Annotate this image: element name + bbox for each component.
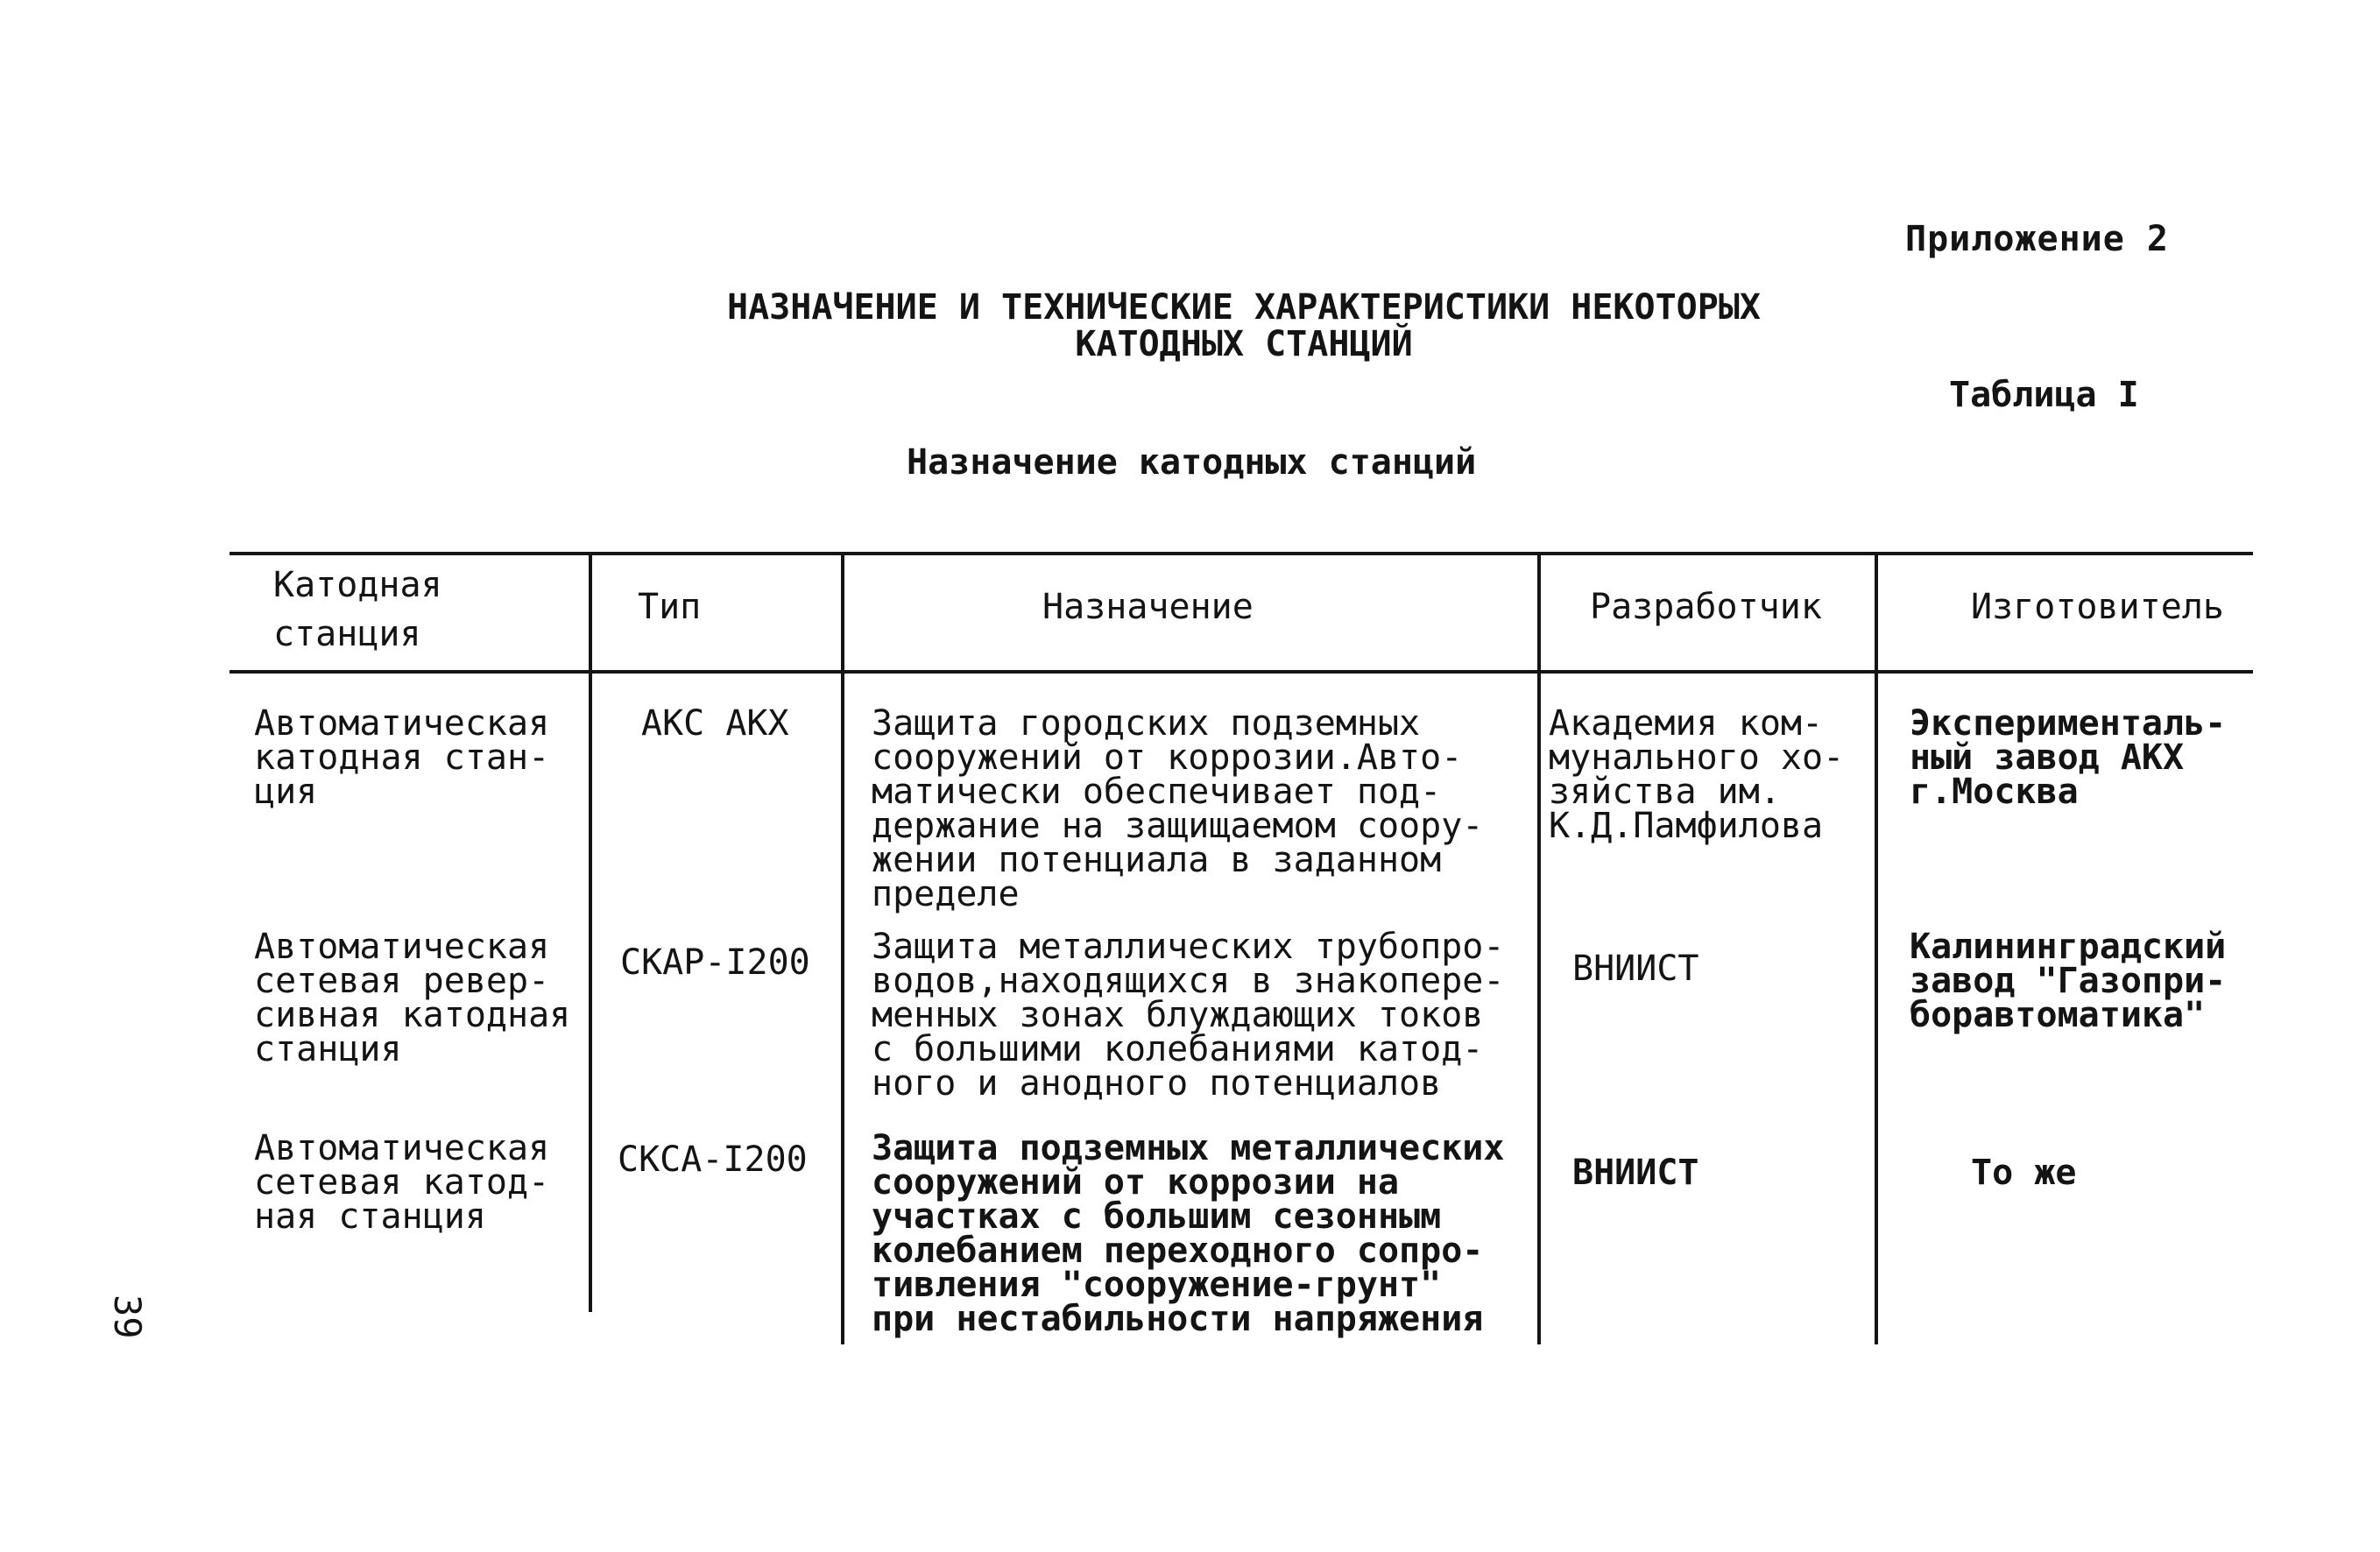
document-title-line-2: КАТОДНЫХ СТАНЦИЙ: [1075, 324, 1413, 364]
column-divider: [1875, 552, 1878, 1344]
column-divider: [841, 552, 844, 1344]
cell-type: СКАР-I200: [620, 942, 810, 983]
cell-purpose: Защита подземных металлических сооружений от коррозии на участках с большим сезонным колебанием переходного сопро- тивления "сооружение-грунт" при нестабильности напряжения: [872, 1128, 1505, 1339]
document-title-line-1: НАЗНАЧЕНИЕ И ТЕХНИЧЕСКИЕ ХАРАКТЕРИСТИКИ НЕКОТОРЫХ: [726, 287, 1762, 328]
cell-station: Автоматическая катодная стан- ция: [254, 703, 550, 812]
table-number: Таблица I: [1949, 375, 2139, 415]
cell-manufacturer: То же: [1971, 1153, 2077, 1193]
cell-developer: ВНИИСТ: [1572, 949, 1699, 989]
header-developer: Разработчик: [1590, 587, 1822, 627]
header-station: Катодная станция: [273, 565, 442, 654]
column-divider: [1537, 552, 1541, 1344]
cell-manufacturer: Калининградский завод "Газопри- боравтоматика": [1910, 927, 2227, 1035]
cell-developer: ВНИИСТ: [1572, 1153, 1699, 1193]
cell-purpose: Защита металлических трубопро- водов,находящихся в знакопере- менных зонах блуждающих токов с большими колебаниями катод- ного и анодного потенциалов: [872, 927, 1505, 1104]
header-purpose: Назначение: [1042, 587, 1254, 627]
appendix-label: Приложение 2: [1905, 219, 2169, 259]
document-title: [683, 289, 1804, 363]
column-divider: [589, 552, 592, 1312]
cell-type: АКС АКХ: [641, 703, 789, 744]
cell-developer: Академия ком- мунального хо- зяйства им. К.Д.Памфилова: [1549, 703, 1845, 846]
table-top-rule: [230, 552, 2253, 555]
cell-purpose: Защита городских подземных сооружений от коррозии.Авто- матически обеспечивает под- держание на защищаемом соору- жении потенциала в заданном пределе: [872, 703, 1484, 914]
header-manufacturer: Изготовитель: [1971, 587, 2224, 627]
cell-manufacturer: Эксперименталь- ный завод АКХ г.Москва: [1910, 703, 2227, 812]
cell-station: Автоматическая сетевая ревер- сивная катодная станция: [254, 927, 571, 1069]
cell-station: Автоматическая сетевая катод- ная станция: [254, 1128, 550, 1237]
table-header-rule: [230, 670, 2253, 674]
header-type: Тип: [638, 587, 702, 627]
table-caption: Назначение катодных станций: [907, 442, 1477, 483]
page-number: 39: [106, 1295, 149, 1339]
cell-type: СКСА-I200: [618, 1139, 808, 1180]
